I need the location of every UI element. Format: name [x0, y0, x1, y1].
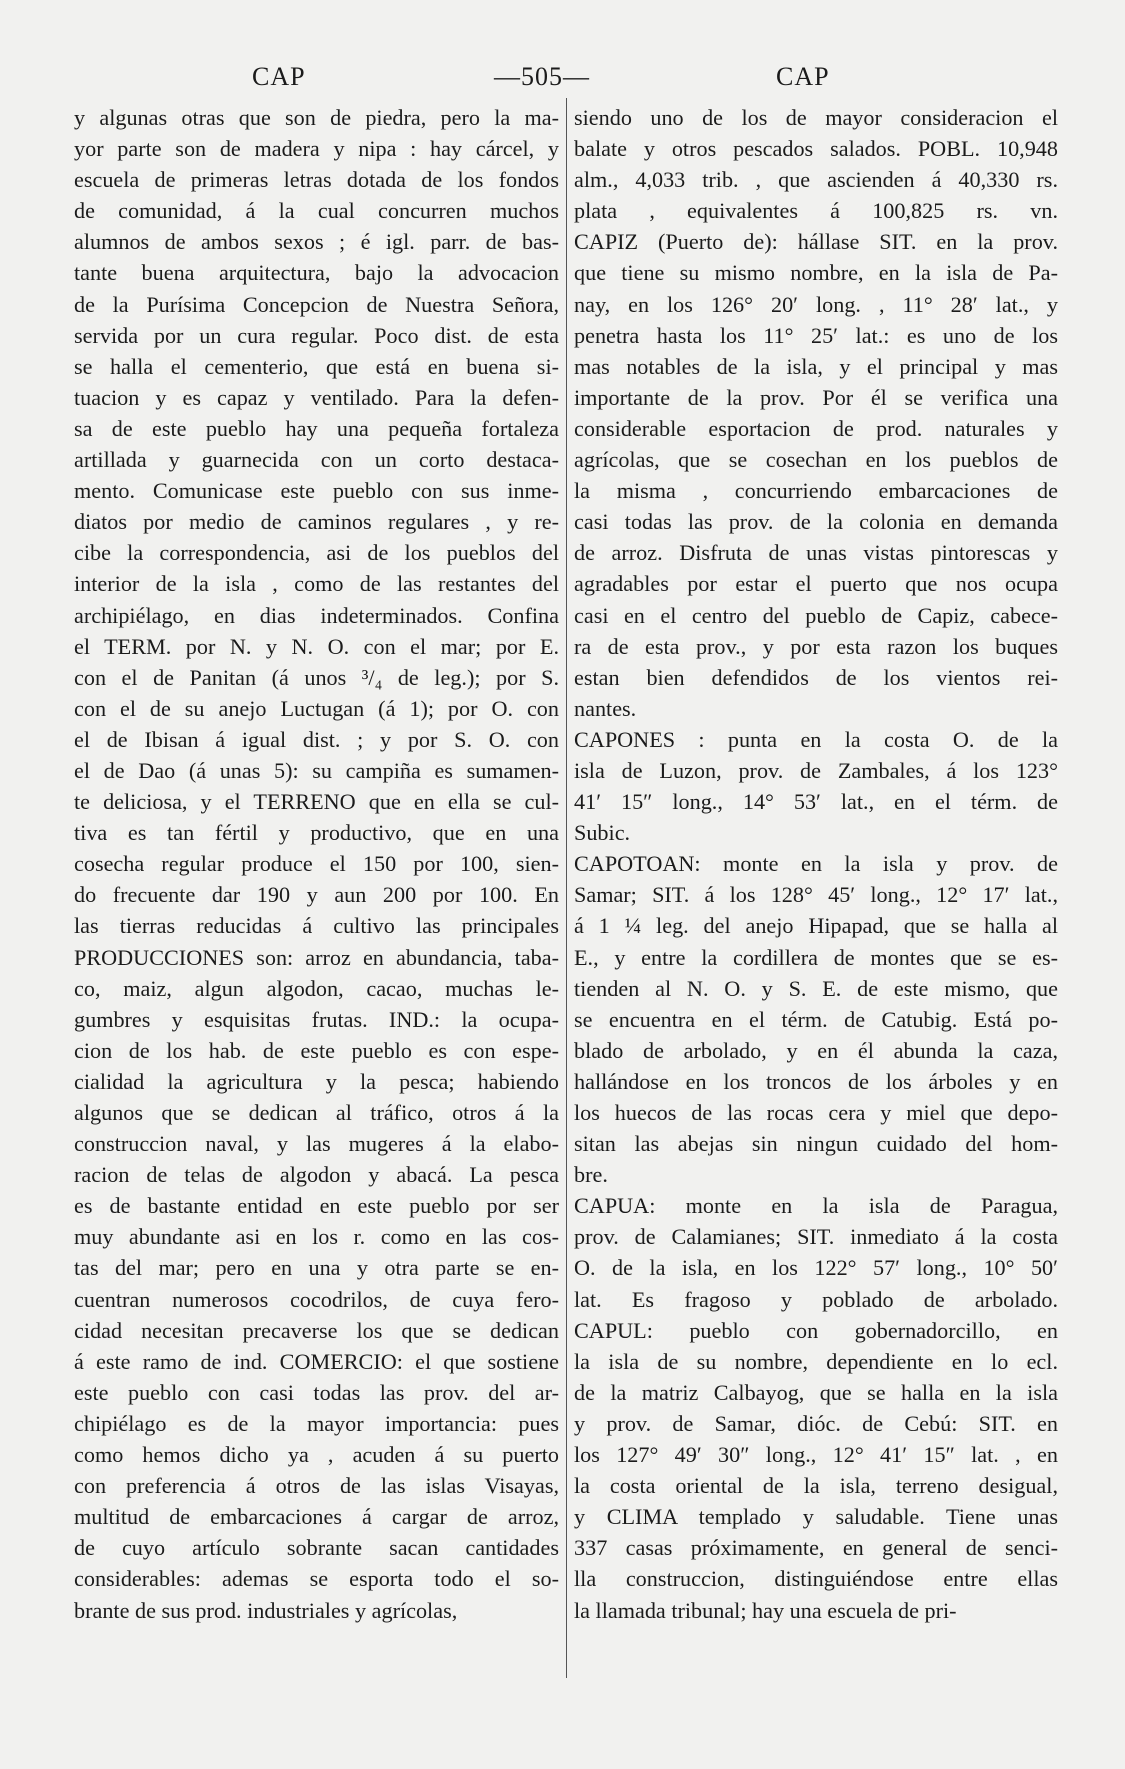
running-head-right: CAP	[776, 62, 830, 91]
text-line: O. de la isla, en los 122° 57′ long., 10° 50′	[574, 1255, 1058, 1281]
text-line: escuela de primeras letras dotada de los fondos	[74, 167, 559, 193]
text-line: CAPUL: pueblo con gobernadorcillo, en	[574, 1317, 1058, 1343]
text-line: alumnos de ambos sexos ; é igl. parr. de bas-	[74, 229, 559, 255]
text-line: bre.	[574, 1162, 608, 1188]
text-line: lat. Es fragoso y poblado de arbolado.	[574, 1286, 1058, 1312]
text-line: Subic.	[574, 820, 631, 846]
text-line: racion de telas de algodon y abacá. La pesca	[74, 1162, 559, 1188]
text-line: el de Ibisan á igual dist. ; y por S. O. con	[74, 726, 559, 752]
text-line: sa de este pueblo hay una pequeña fortaleza	[74, 415, 559, 441]
text-line: la misma , concurriendo embarcaciones de	[574, 478, 1058, 504]
text-line: estan bien defendidos de los vientos rei-	[574, 664, 1058, 690]
text-line: con el de su anejo Luctugan (á 1); por O. con	[74, 695, 559, 721]
text-line: E., y entre la cordillera de montes que se es-	[574, 944, 1058, 970]
text-line: cidad necesitan precaverse los que se dedican	[74, 1317, 559, 1343]
text-line: cibe la correspondencia, asi de los pueblos del	[74, 540, 559, 566]
text-line: y CLIMA templado y saludable. Tiene unas	[574, 1504, 1058, 1530]
text-line: siendo uno de los de mayor consideracion el	[574, 105, 1058, 130]
text-line: archipiélago, en dias indeterminados. Confina	[74, 602, 559, 628]
text-line: CAPIZ (Puerto de): hállase SIT. en la prov.	[574, 229, 1058, 255]
text-line: gumbres y esquisitas frutas. IND.: la ocupa-	[74, 1006, 559, 1032]
text-line: se halla el cementerio, que está en buena si-	[74, 353, 559, 379]
text-line: de arroz. Disfruta de unas vistas pintorescas y	[574, 540, 1058, 566]
text-line: la llamada tribunal; hay una escuela de pri-	[574, 1597, 957, 1623]
text-line: mas notables de la isla, y el principal y mas	[574, 353, 1058, 379]
text-line: balate y otros pescados salados. POBL. 10,948	[574, 136, 1058, 162]
text-line: PRODUCCIONES son: arroz en abundancia, taba-	[74, 944, 559, 970]
text-line: tante buena arquitectura, bajo la advocacion	[74, 260, 559, 286]
text-line: diatos por medio de caminos regulares , y re-	[74, 509, 559, 535]
text-line: chipiélago es de la mayor importancia: pues	[74, 1410, 559, 1436]
text-line: co, maiz, algun algodon, cacao, muchas le-	[74, 975, 559, 1001]
text-line: yor parte son de madera y nipa : hay cárcel, y	[74, 136, 559, 162]
text-line: las tierras reducidas á cultivo las principales	[74, 913, 559, 939]
text-line: á 1 ¼ leg. del anejo Hipapad, que se halla al	[574, 913, 1058, 939]
text-line: de la Purísima Concepcion de Nuestra Señora,	[74, 291, 559, 317]
text-line: cuentran numerosos cocodrilos, de cuya fero-	[74, 1286, 559, 1312]
column-divider	[566, 98, 567, 1678]
text-line: que tiene su mismo nombre, en la isla de Pa-	[574, 260, 1058, 286]
text-line: este pueblo con casi todas las prov. del ar-	[74, 1379, 559, 1405]
text-line: servida por un cura regular. Poco dist. de esta	[74, 322, 559, 348]
text-line: muy abundante asi en los r. como en las cos-	[74, 1224, 559, 1250]
text-line: te deliciosa, y el TERRENO que en ella se cul-	[74, 789, 559, 815]
text-line: el de Dao (á unas 5): su campiña es sumamen-	[74, 757, 559, 783]
text-line: considerable esportacion de prod. naturales y	[574, 415, 1058, 441]
text-line: y algunas otras que son de piedra, pero la ma-	[74, 105, 559, 130]
text-line: CAPUA: monte en la isla de Paragua,	[574, 1193, 1058, 1219]
text-line: se encuentra en el térm. de Catubig. Está po-	[574, 1006, 1058, 1032]
text-line: CAPOTOAN: monte en la isla y prov. de	[574, 851, 1058, 877]
text-line: y prov. de Samar, dióc. de Cebú: SIT. en	[574, 1410, 1058, 1436]
text-line: á este ramo de ind. COMERCIO: el que sostiene	[74, 1348, 559, 1374]
text-line: plata , equivalentes á 100,825 rs. vn.	[574, 198, 1058, 224]
text-line: importante de la prov. Por él se verifica una	[574, 384, 1058, 410]
text-line: tas del mar; pero en una y otra parte se en-	[74, 1255, 559, 1281]
text-line: de la matriz Calbayog, que se halla en la isla	[574, 1379, 1058, 1405]
text-line: alm., 4,033 trib. , que ascienden á 40,330 rs.	[574, 167, 1058, 193]
text-line: blado de arbolado, y en él abunda la caza,	[574, 1037, 1058, 1063]
text-line: algunos que se dedican al tráfico, otros á la	[74, 1100, 559, 1125]
text-line: interior de la isla , como de las restantes del	[74, 571, 559, 597]
text-line: cosecha regular produce el 150 por 100, sien-	[74, 851, 559, 877]
text-line: cialidad la agricultura y la pesca; habiendo	[74, 1068, 559, 1094]
text-line: el TERM. por N. y N. O. con el mar; por E.	[74, 633, 559, 659]
text-line: multitud de embarcaciones á cargar de arroz,	[74, 1504, 559, 1530]
text-line: agrícolas, que se cosechan en los pueblos de	[574, 447, 1058, 473]
text-line: como hemos dicho ya , acuden á su puerto	[74, 1442, 559, 1468]
text-line: agradables por estar el puerto que nos ocupa	[574, 571, 1058, 597]
text-line: lla construccion, distinguiéndose entre ellas	[574, 1566, 1058, 1592]
text-line: de comunidad, á la cual concurren muchos	[74, 198, 559, 224]
text-line: tuacion y es capaz y ventilado. Para la defen-	[74, 384, 559, 410]
text-line: con el de Panitan (á unos ³/₄ de leg.); por S.	[74, 664, 559, 690]
text-line: los 127° 49′ 30″ long., 12° 41′ 15″ lat. , en	[574, 1442, 1058, 1468]
text-line: hallándose en los troncos de los árboles y en	[574, 1068, 1058, 1094]
text-line: nantes.	[574, 695, 637, 721]
text-line: sitan las abejas sin ningun cuidado del hom-	[574, 1131, 1058, 1157]
text-line: la isla de su nombre, dependiente en lo ecl.	[574, 1348, 1058, 1374]
text-line: prov. de Calamianes; SIT. inmediato á la costa	[574, 1224, 1058, 1250]
text-line: casi en el centro del pueblo de Capiz, cabece-	[574, 602, 1058, 628]
text-line: de cuyo artículo sobrante sacan cantidades	[74, 1535, 559, 1561]
text-line: casi todas las prov. de la colonia en demanda	[574, 509, 1058, 535]
text-line: isla de Luzon, prov. de Zambales, á los 123°	[574, 757, 1058, 783]
text-line: construccion naval, y las mugeres á la elabo-	[74, 1131, 559, 1157]
left-column	[74, 102, 559, 1626]
right-column	[574, 102, 1058, 1626]
text-line: tiva es tan fértil y productivo, que en una	[74, 820, 559, 846]
text-line: la costa oriental de la isla, terreno desigual,	[574, 1473, 1058, 1499]
text-line: nay, en los 126° 20′ long. , 11° 28′ lat., y	[574, 291, 1058, 317]
text-line: 41′ 15″ long., 14° 53′ lat., en el térm. de	[574, 789, 1058, 815]
text-line: con preferencia á otros de las islas Visayas,	[74, 1473, 559, 1499]
text-line: tienden al N. O. y S. E. de este mismo, que	[574, 975, 1058, 1001]
text-line: los huecos de las rocas cera y miel que depo-	[574, 1100, 1058, 1125]
running-head-left: CAP	[252, 62, 306, 91]
text-line: CAPONES : punta en la costa O. de la	[574, 726, 1058, 752]
text-line: 337 casas próximamente, en general de senci-	[574, 1535, 1058, 1561]
page-number: —505—	[494, 62, 590, 91]
text-line: cion de los hab. de este pueblo es con espe-	[74, 1037, 559, 1063]
text-line: penetra hasta los 11° 25′ lat.: es uno de los	[574, 322, 1058, 348]
text-line: es de bastante entidad en este pueblo por ser	[74, 1193, 559, 1219]
text-line: do frecuente dar 190 y aun 200 por 100. En	[74, 882, 559, 908]
text-line: Samar; SIT. á los 128° 45′ long., 12° 17′ lat.,	[574, 882, 1058, 908]
text-line: brante de sus prod. industriales y agrícolas,	[74, 1597, 458, 1623]
text-line: mento. Comunicase este pueblo con sus inme-	[74, 478, 559, 504]
text-line: ra de esta prov., y por esta razon los buques	[574, 633, 1058, 659]
text-line: considerables: ademas se esporta todo el so-	[74, 1566, 559, 1592]
text-line: artillada y guarnecida con un corto destaca-	[74, 447, 559, 473]
